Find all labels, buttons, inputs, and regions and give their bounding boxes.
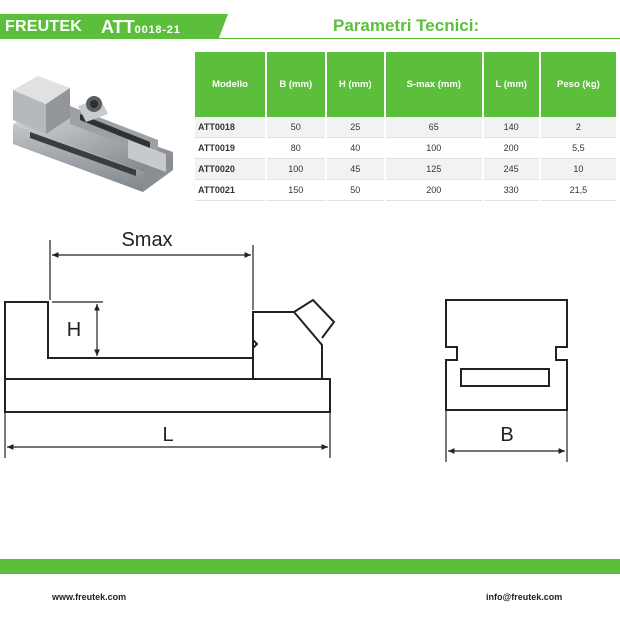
specs-table	[193, 52, 618, 201]
col-header-weight: Peso (kg)	[541, 52, 616, 117]
front-view	[446, 300, 567, 410]
vise-base	[5, 379, 330, 412]
cell-model: ATT0019	[195, 138, 265, 159]
cell-b: 100	[267, 159, 325, 180]
header-divider	[0, 38, 620, 39]
movable-jaw	[253, 312, 322, 379]
cell-h: 45	[327, 159, 385, 180]
product-code-suffix: 0018-21	[134, 24, 181, 36]
col-header-smax: S-max (mm)	[386, 52, 482, 117]
col-header-b: B (mm)	[267, 52, 325, 117]
cell-b: 50	[267, 117, 325, 138]
label-h: H	[66, 319, 82, 341]
cell-model: ATT0021	[195, 180, 265, 201]
table-row	[195, 138, 616, 159]
col-header-l: L (mm)	[484, 52, 539, 117]
table-header-row	[195, 52, 616, 117]
footer-email[interactable]: info@freutek.com	[486, 592, 563, 602]
cell-smax: 65	[386, 117, 482, 138]
table-row	[195, 180, 616, 201]
footer-website[interactable]: www.freutek.com	[52, 592, 127, 602]
cell-weight: 5,5	[541, 138, 616, 159]
cell-smax: 125	[386, 159, 482, 180]
footer-band	[0, 559, 620, 574]
cell-l: 200	[484, 138, 539, 159]
product-code	[101, 17, 181, 38]
cell-weight: 21,5	[541, 180, 616, 201]
table-row	[195, 159, 616, 180]
cell-model: ATT0018	[195, 117, 265, 138]
cell-h: 25	[327, 117, 385, 138]
cell-l: 245	[484, 159, 539, 180]
label-l: L	[162, 424, 174, 446]
technical-drawing	[0, 225, 620, 470]
brand-name: FREUTEK	[5, 18, 82, 35]
cell-b: 80	[267, 138, 325, 159]
cell-weight: 2	[541, 117, 616, 138]
cell-smax: 100	[386, 138, 482, 159]
col-header-model: Modello	[195, 52, 265, 117]
cell-l: 140	[484, 117, 539, 138]
col-header-h: H (mm)	[327, 52, 385, 117]
cell-model: ATT0020	[195, 159, 265, 180]
front-slot	[461, 369, 549, 386]
front-profile	[446, 300, 567, 410]
side-view	[5, 300, 334, 412]
label-b: B	[500, 424, 514, 446]
cell-b: 150	[267, 180, 325, 201]
label-smax: Smax	[121, 229, 173, 251]
table-row	[195, 117, 616, 138]
section-title: Parametri Tecnici:	[333, 16, 480, 35]
cell-weight: 10	[541, 159, 616, 180]
product-photo	[8, 62, 178, 202]
cell-l: 330	[484, 180, 539, 201]
cell-h: 40	[327, 138, 385, 159]
product-code-main: ATT	[101, 17, 135, 37]
cell-h: 50	[327, 180, 385, 201]
vise-body	[5, 302, 253, 379]
cell-smax: 200	[386, 180, 482, 201]
